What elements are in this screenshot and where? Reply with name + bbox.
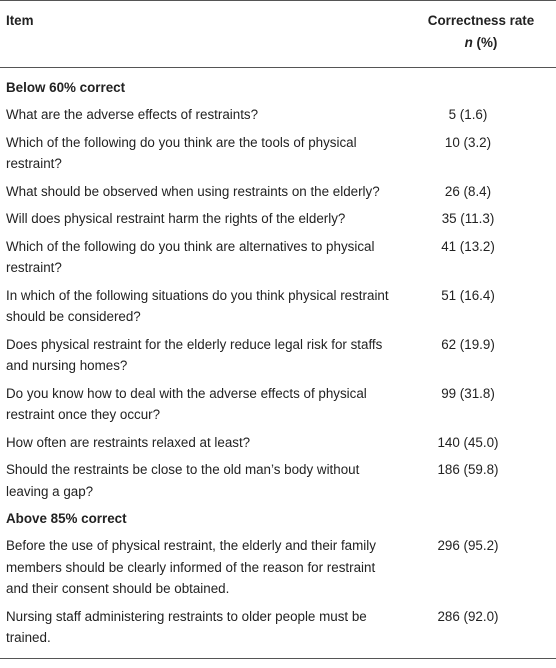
header-rate-sub — [406, 32, 556, 54]
row-rate-value: 140 (45.0) — [437, 434, 499, 450]
row-item-text: Before the use of physical restraint, the elderly and their family members should be clearly informed of the reason for restraint and their consent should be obtained. — [6, 538, 376, 596]
row-rate-cell — [406, 383, 556, 405]
row-rate-value: 296 (95.2) — [437, 538, 499, 553]
row-item-text: What should be observed when using restraints on the elderly? — [6, 183, 380, 199]
row-rate-value: 186 (59.8) — [437, 462, 499, 477]
row-rate-value: 62 (19.9) — [441, 336, 495, 352]
row-item-text: Do you know how to deal with the adverse effects of physical restraint once they occur? — [6, 385, 367, 422]
row-rate-cell — [406, 459, 556, 481]
table-row — [0, 129, 556, 178]
row-rate-cell — [406, 606, 556, 628]
row-rate-value: 286 (92.0) — [437, 608, 499, 624]
row-rate-value: 5 (1.6) — [448, 107, 488, 122]
table-body — [0, 68, 556, 652]
table-row — [0, 233, 556, 282]
bottom-rule — [0, 658, 556, 659]
table-row — [0, 456, 556, 505]
table-row — [0, 331, 556, 380]
row-rate-cell — [406, 535, 556, 557]
header-item: Item — [6, 13, 34, 28]
row-rate-cell — [406, 208, 556, 230]
header-rate — [406, 10, 556, 67]
row-item-text: Which of the following do you think are the tools of physical restraint? — [6, 134, 357, 171]
table-row — [0, 101, 556, 129]
row-rate-value: 10 (3.2) — [444, 134, 492, 150]
row-item-text: In which of the following situations do you think physical restraint should be considered? — [6, 287, 389, 324]
row-item-text: Which of the following do you think are alternatives to physical restraint? — [6, 238, 375, 275]
section-title: Below 60% correct — [6, 80, 126, 95]
row-rate-value: 26 (8.4) — [444, 183, 492, 199]
table-row — [0, 380, 556, 429]
row-rate-cell — [406, 104, 556, 126]
row-rate-cell — [406, 285, 556, 307]
row-rate-cell — [406, 334, 556, 356]
table-row — [0, 178, 556, 206]
row-item-text: Nursing staff administering restraints to older people must be trained. — [6, 608, 367, 645]
section-title: Above 85% correct — [6, 511, 127, 526]
table-row — [0, 282, 556, 331]
row-item-text: Will does physical restraint harm the rights of the elderly? — [6, 211, 346, 226]
table-row — [0, 603, 556, 652]
row-rate-cell — [406, 432, 556, 454]
row-item-text: What are the adverse effects of restraints? — [6, 107, 259, 122]
row-rate-cell — [406, 132, 556, 154]
row-rate-value: 51 (16.4) — [441, 287, 495, 303]
row-item-text: Should the restraints be close to the old man’s body without leaving a gap? — [6, 462, 360, 499]
table-header — [0, 1, 556, 67]
row-rate-cell — [406, 236, 556, 258]
row-rate-value: 35 (11.3) — [441, 211, 495, 226]
table-row — [0, 429, 556, 457]
row-rate-value: 41 (13.2) — [441, 238, 495, 254]
header-rate-pct: (%) — [472, 34, 498, 50]
row-rate-cell — [406, 181, 556, 203]
header-rate-n: n — [464, 34, 473, 50]
header-rate-label: Correctness rate — [427, 13, 535, 28]
table-row — [0, 532, 556, 603]
row-item-text: How often are restraints relaxed at least? — [6, 434, 251, 450]
row-rate-value: 99 (31.8) — [441, 385, 495, 401]
table-row — [0, 205, 556, 233]
row-item-text: Does physical restraint for the elderly reduce legal risk for staffs and nursing homes? — [6, 336, 383, 373]
